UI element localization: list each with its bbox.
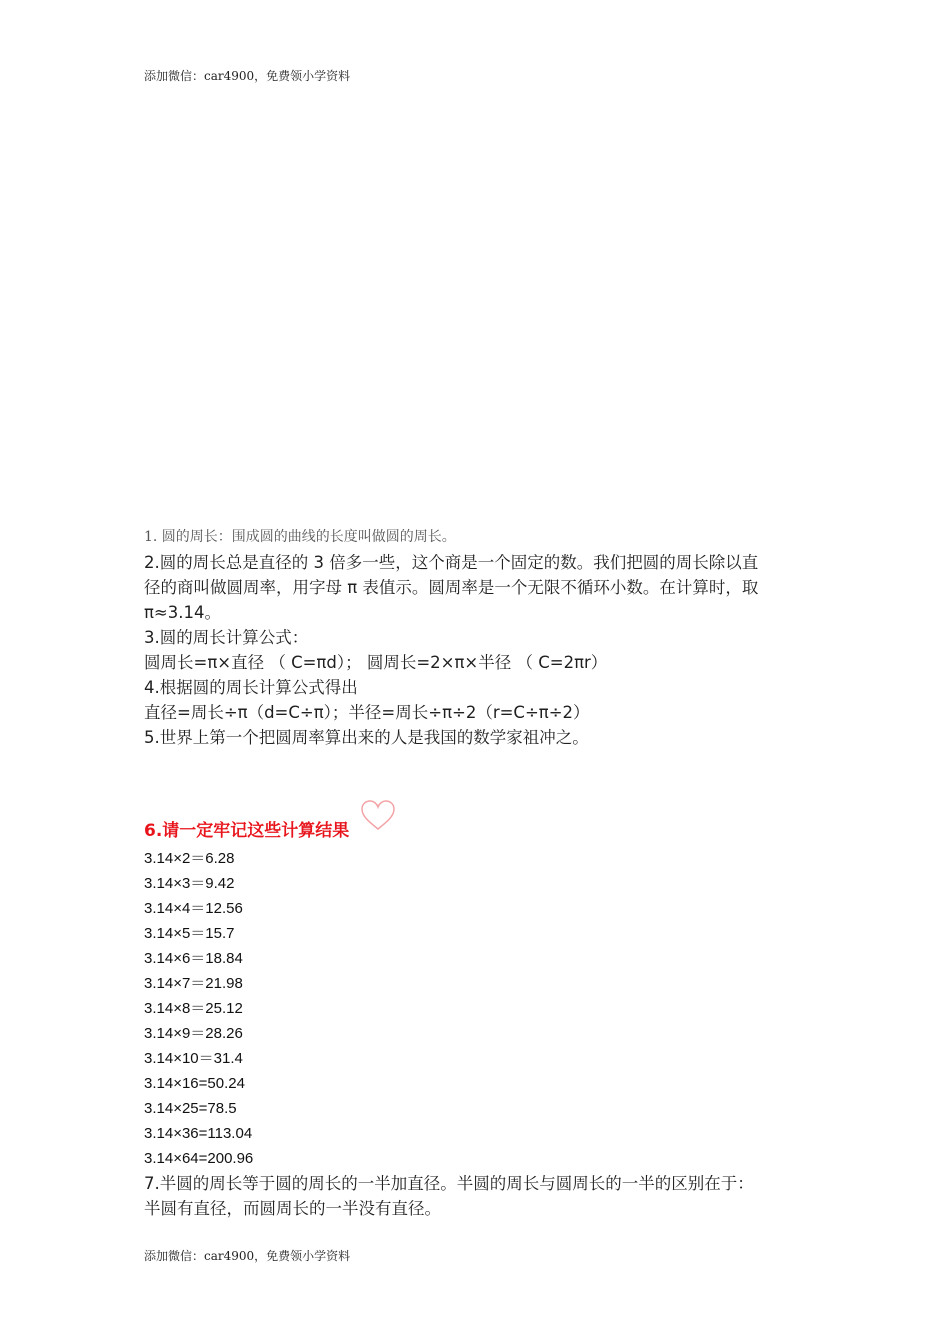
- calc-line: 3.14×6＝18.84: [144, 950, 243, 967]
- footer-note: 添加微信：car4900，免费领小学资料: [144, 1249, 351, 1263]
- point-3-line-2: 圆周长=π×直径 （ C=πd）； 圆周长=2×π×半径 （ C=2πr）: [144, 653, 608, 672]
- point-5: 5.世界上第一个把圆周率算出来的人是我国的数学家祖冲之。: [144, 728, 589, 747]
- calc-line: 3.14×9＝28.26: [144, 1025, 243, 1042]
- point-3-line-1: 3.圆的周长计算公式：: [144, 628, 309, 647]
- point-2-line-1: 2.圆的周长总是直径的 3 倍多一些，这个商是一个固定的数。我们把圆的周长除以直: [144, 553, 759, 572]
- point-2-line-2: 径的商叫做圆周率，用字母 π 表值示。圆周率是一个无限不循环小数。在计算时，取: [144, 578, 759, 597]
- calc-line: 3.14×8＝25.12: [144, 1000, 243, 1017]
- heart-icon: [360, 800, 396, 832]
- calc-line: 3.14×7＝21.98: [144, 975, 243, 992]
- calc-line: 3.14×2＝6.28: [144, 850, 235, 867]
- point-1: 1. 圆的周长：围成圆的曲线的长度叫做圆的周长。: [144, 529, 456, 545]
- point-7-line-1: 7.半圆的周长等于圆的周长的一半加直径。半圆的周长与圆周长的一半的区别在于：: [144, 1174, 754, 1193]
- section-6-title: 6.请一定牢记这些计算结果: [144, 821, 350, 841]
- point-2-line-3: π≈3.14。: [144, 603, 221, 622]
- calc-line: 3.14×5＝15.7: [144, 925, 235, 942]
- point-4-line-1: 4.根据圆的周长计算公式得出: [144, 678, 358, 697]
- calc-line: 3.14×4＝12.56: [144, 900, 243, 917]
- calc-line: 3.14×16=50.24: [144, 1075, 245, 1092]
- calc-line: 3.14×3＝9.42: [144, 875, 235, 892]
- header-note: 添加微信：car4900，免费领小学资料: [144, 69, 351, 83]
- point-7-line-2: 半圆有直径，而圆周长的一半没有直径。: [144, 1199, 441, 1218]
- calc-line: 3.14×64=200.96: [144, 1150, 254, 1167]
- point-4-line-2: 直径=周长÷π（d=C÷π）；半径=周长÷π÷2（r=C÷π÷2）: [144, 703, 590, 722]
- calc-line: 3.14×25=78.5: [144, 1100, 237, 1117]
- calc-line: 3.14×36=113.04: [144, 1125, 253, 1142]
- calc-line: 3.14×10＝31.4: [144, 1050, 243, 1067]
